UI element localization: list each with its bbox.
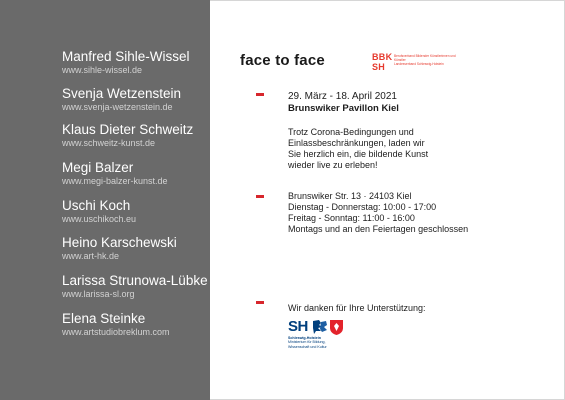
coat-of-arms-icon	[312, 319, 346, 336]
artist-url[interactable]: www.megi-balzer-kunst.de	[62, 176, 168, 186]
invite-text: Trotz Corona-Bedingungen und Einlassbeschränkungen, laden wir Sie herzlich ein, die bildende Kunst wieder live zu erleben!	[288, 127, 429, 170]
artist-url[interactable]: www.larissa-sl.org	[62, 289, 135, 299]
artist-entry	[62, 86, 208, 113]
event-dates: 29. März - 18. April 2021	[288, 91, 397, 102]
artist-name: Larissa Strunowa-Lübke	[62, 273, 208, 288]
artist-name: Svenja Wetzenstein	[62, 86, 182, 101]
artist-panel	[0, 0, 210, 400]
artist-entry	[62, 235, 208, 262]
artist-url[interactable]: www.uschikoch.eu	[62, 214, 137, 224]
bbk-sh-logo	[372, 52, 456, 74]
artist-entry	[62, 160, 208, 187]
artist-name: Elena Steinke	[62, 311, 146, 326]
sh-wordmark: SH	[288, 318, 308, 335]
artist-entry	[62, 49, 208, 76]
support-thanks: Wir danken für Ihre Unterstützung:	[288, 303, 426, 313]
red-dash-marker	[256, 195, 264, 198]
opening-hours-weekday: Dienstag - Donnerstag: 10:00 - 17:00	[288, 202, 437, 212]
artist-name: Klaus Dieter Schweitz	[62, 122, 194, 137]
artist-url[interactable]: www.artstudiobreklum.com	[62, 327, 170, 337]
exhibition-title: face to face	[240, 52, 325, 69]
artist-name: Heino Karschewski	[62, 235, 177, 250]
artist-name: Manfred Sihle-Wissel	[62, 49, 190, 64]
artist-entry	[62, 122, 208, 149]
bbk-logo-caption: Berufsverband Bildender Künstlerinnen und Künstler Landesverband Schleswig-Holstein	[394, 54, 456, 66]
artist-name: Uschi Koch	[62, 198, 131, 213]
opening-hours-weekend: Freitag - Sonntag: 11:00 - 16:00	[288, 213, 415, 223]
bbk-logo-mark: BBK SH	[372, 52, 393, 72]
closed-note: Montags und an den Feiertagen geschlossen	[288, 224, 469, 234]
red-dash-marker	[256, 301, 264, 304]
artist-entry	[62, 198, 208, 225]
artist-url[interactable]: www.art-hk.de	[62, 251, 120, 261]
artist-entry	[62, 311, 208, 338]
ministry-caption: Schleswig-Holstein Ministerium für Bildung, Wissenschaft und Kultur	[288, 336, 327, 349]
red-dash-marker	[256, 93, 264, 96]
artist-url[interactable]: www.schweitz-kunst.de	[62, 138, 156, 148]
artist-entry	[62, 273, 208, 300]
event-venue: Brunswiker Pavillon Kiel	[288, 103, 399, 114]
artist-url[interactable]: www.svenja-wetzenstein.de	[62, 102, 173, 112]
info-block	[288, 191, 468, 235]
artist-url[interactable]: www.sihle-wissel.de	[62, 65, 143, 75]
event-block	[288, 91, 399, 115]
artist-name: Megi Balzer	[62, 160, 134, 175]
address: Brunswiker Str. 13 · 24103 Kiel	[288, 191, 412, 201]
schleswig-holstein-logo	[288, 319, 378, 355]
